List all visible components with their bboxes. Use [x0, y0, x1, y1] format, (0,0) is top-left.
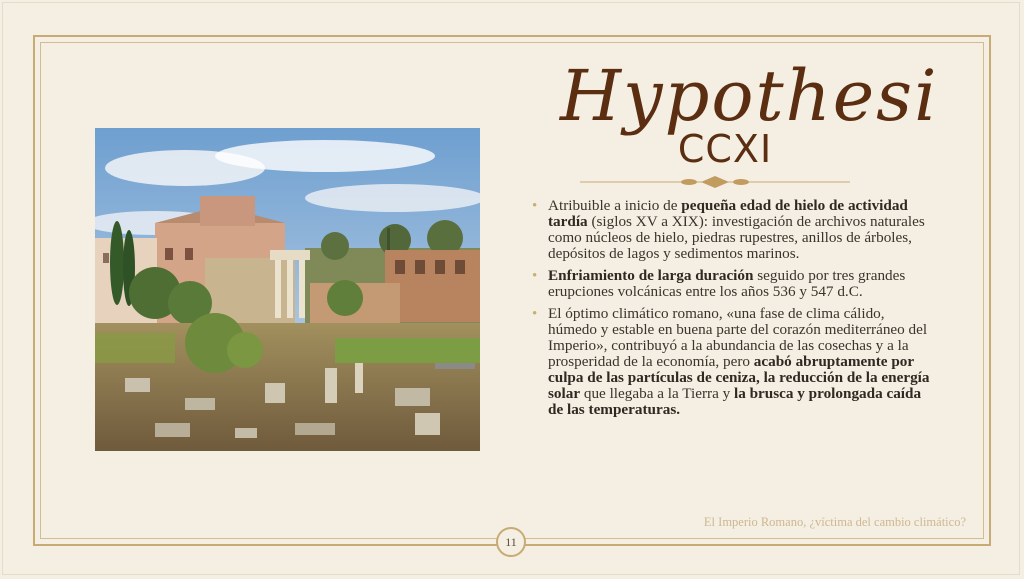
bullet-dot: •: [532, 198, 538, 214]
ornamental-divider: [580, 174, 850, 190]
bullet-segment: seguido por tres grandes erupciones volcánicas entre los años 536 y 547 d.C.: [548, 267, 906, 300]
bullet-text: [548, 267, 905, 300]
bullet-bold-segment: Enfriamiento de larga duración: [548, 267, 754, 284]
slide-title: Hypothesi: [560, 55, 939, 137]
page-number-badge: 11: [496, 527, 526, 557]
bullet-bold-segment: pequeña edad de hielo de actividad tardía: [548, 197, 908, 230]
bullet-dot: •: [532, 306, 538, 322]
bullet-bold-segment: acabó abruptamente por culpa de las partículas de ceniza, la reducción de la energía solar: [548, 353, 930, 402]
bullet-item: [532, 306, 934, 418]
bullet-list: [532, 198, 934, 424]
bullet-text: [548, 305, 930, 418]
bullet-text: [548, 197, 925, 262]
bullet-segment: Atribuible a inicio de: [548, 197, 682, 214]
bullet-item: [532, 268, 934, 300]
bullet-segment: (siglos XV a XIX): investigación de archivos naturales como núcleos de hielo, piedras rupestres, anillos de árboles, depósitos de lagos y sedimentos marinos.: [548, 213, 925, 262]
bullet-segment: El óptimo climático romano, «una fase de clima cálido, húmedo y estable en buena parte del corazón mediterráneo del Imperio», contribuyó a la abundancia de las cosechas y a la prosperidad de la economía, pero: [548, 305, 928, 370]
slide-subtitle: CCXI: [677, 127, 773, 171]
bullet-item: [532, 198, 934, 262]
bullet-segment: que llegaba a la Tierra y: [580, 385, 734, 402]
bullet-bold-segment: la brusca y prolongada caída de las temperaturas.: [548, 385, 922, 418]
roman-forum-photo: [95, 128, 480, 451]
slide-footer: El Imperio Romano, ¿víctima del cambio climático?: [703, 515, 966, 529]
bullet-dot: •: [532, 268, 538, 284]
